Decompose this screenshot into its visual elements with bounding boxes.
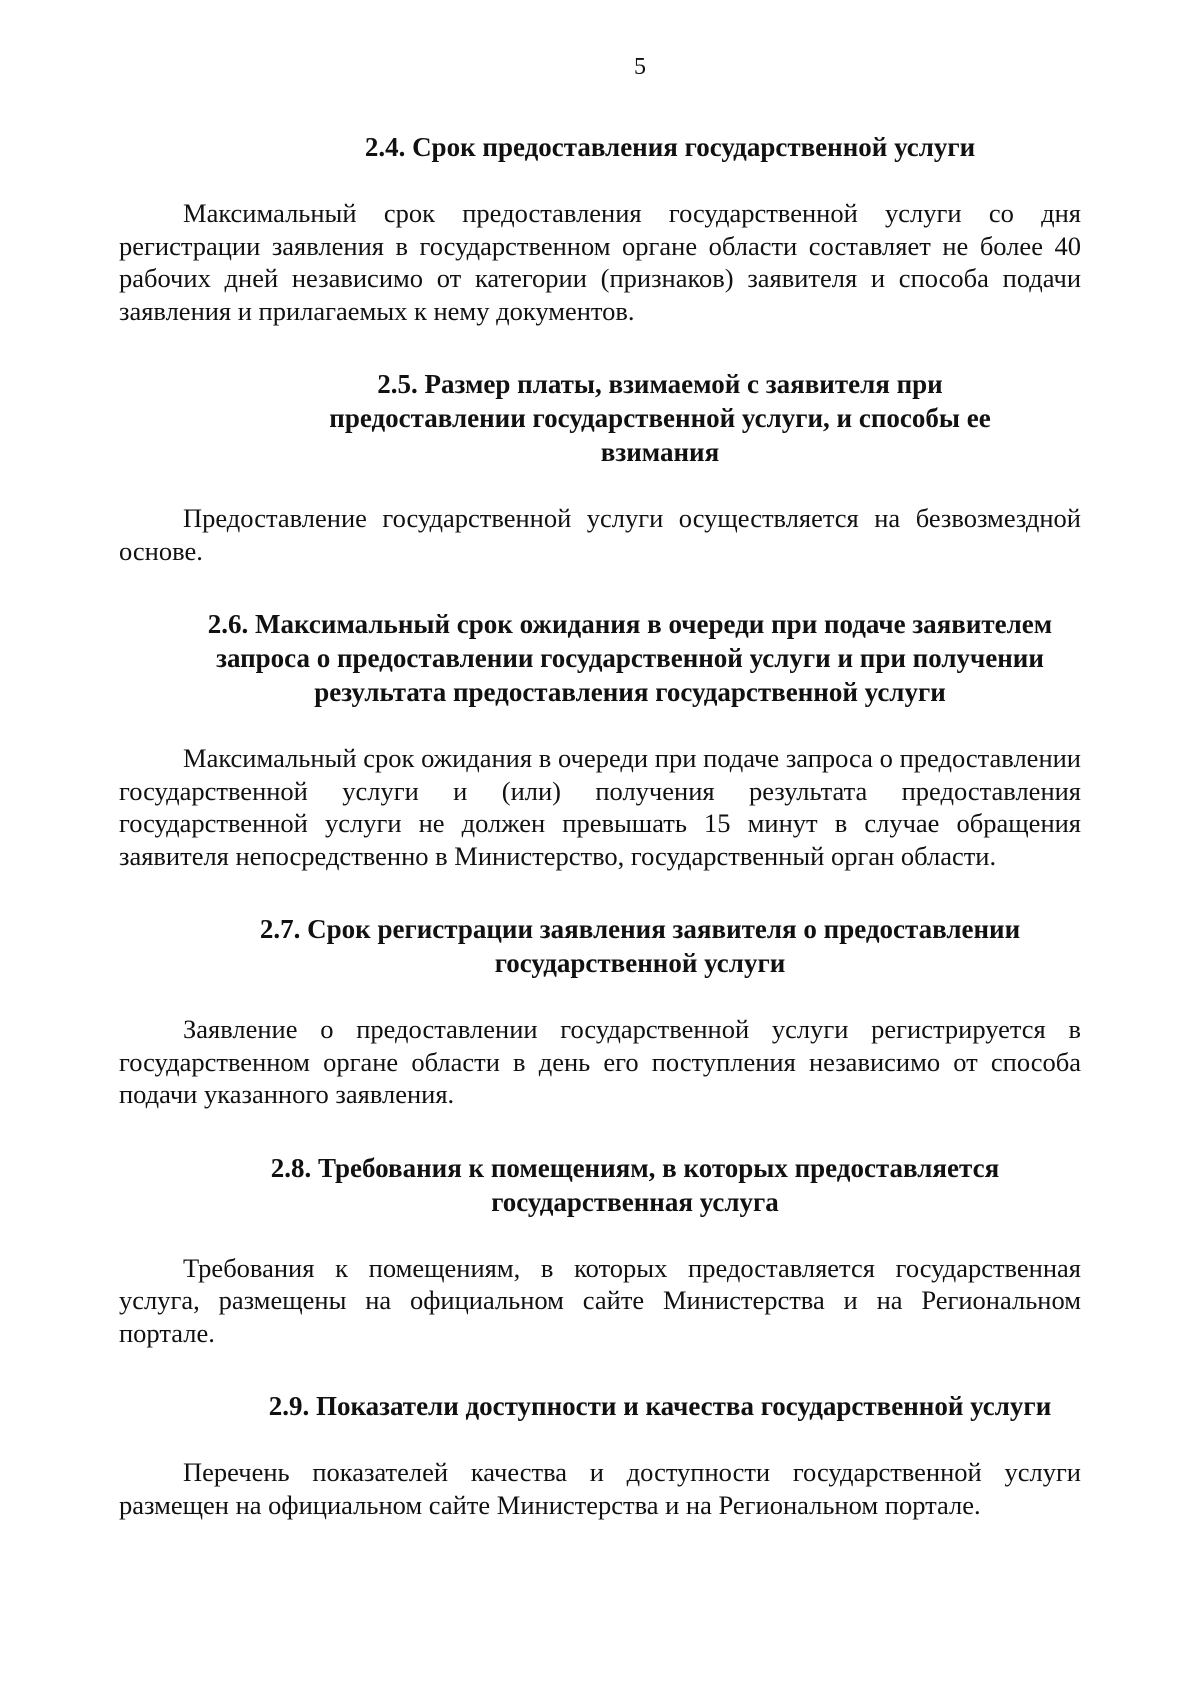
section-2-5 bbox=[119, 367, 1081, 567]
section-heading: 2.4. Срок предоставления государственной услуги bbox=[364, 132, 976, 162]
section-heading: 2.7. Срок регистрации заявления заявителя о предоставлении государственной услуги bbox=[259, 914, 1021, 978]
section-heading: 2.9. Показатели доступности и качества государственной услуги bbox=[268, 1391, 1052, 1421]
section-paragraph: Максимальный срок ожидания в очереди при подаче запроса о предоставлении государственной услуги и (или) получения результата предоставления государственной услуги не должен превышать 15 минут в случае обращения заявителя непосредственно в Министерство, государственный орган области. bbox=[119, 743, 1081, 871]
page-number: 5 bbox=[634, 54, 646, 80]
section-paragraph: Перечень показателей качества и доступности государственной услуги размещен на официальном сайте Министерства и на Региональном портале. bbox=[119, 1457, 1081, 1520]
section-paragraph: Предоставление государственной услуги осуществляется на безвозмездной основе. bbox=[119, 503, 1081, 566]
section-2-7 bbox=[119, 912, 1081, 1111]
section-paragraph: Максимальный срок предоставления государственной услуги со дня регистрации заявления в государственном органе области составляет не более 40 рабочих дней независимо от категории (признаков) заявителя и способа подачи заявления и прилагаемых к нему документов. bbox=[119, 198, 1081, 326]
section-heading: 2.5. Размер платы, взимаемой с заявителя при предоставлении государственной услуги, и способы ее взимания bbox=[329, 369, 991, 467]
section-heading: 2.8. Требования к помещениям, в которых предоставляется государственная услуга bbox=[270, 1152, 1000, 1217]
section-heading: 2.6. Максимальный срок ожидания в очереди при подаче заявителем запроса о предоставлении государственной услуги и при получении результата предоставления государственной услуги bbox=[207, 609, 1053, 707]
section-2-8 bbox=[119, 1151, 1081, 1350]
section-2-6 bbox=[119, 607, 1081, 872]
section-paragraph: Заявление о предоставлении государственной услуги регистрируется в государственном органе области в день его поступления независимо от способа подачи указанного заявления. bbox=[119, 1014, 1081, 1109]
section-paragraph: Требования к помещениям, в которых предоставляется государственная услуга, размещены на официальном сайте Министерства и на Региональном портале. bbox=[119, 1252, 1081, 1348]
document-body bbox=[119, 130, 1081, 1561]
section-2-9 bbox=[119, 1389, 1081, 1521]
section-2-4 bbox=[119, 130, 1081, 327]
